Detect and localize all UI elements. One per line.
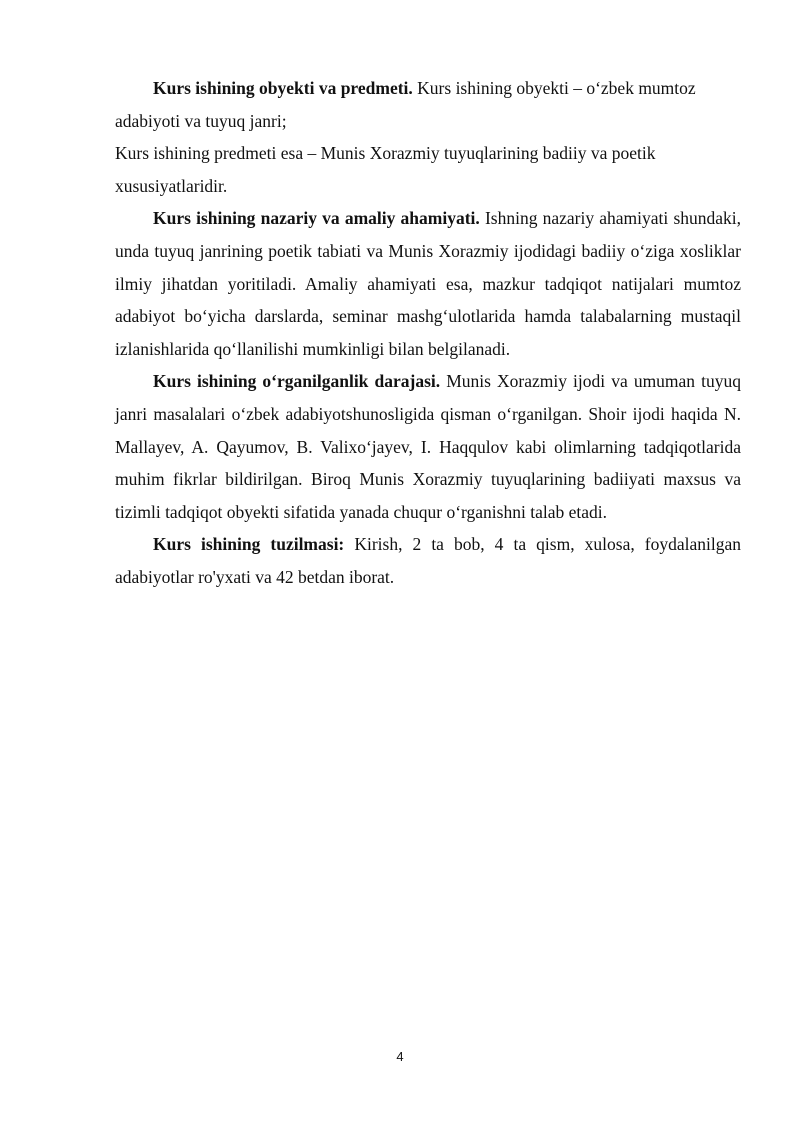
page-body <box>115 72 741 594</box>
page-number: 4 <box>396 1049 404 1064</box>
paragraph-text: Kurs ishining obyekti – o‘zbek mumtoz adabiyoti va tuyuq janri; <box>115 78 696 131</box>
paragraph-object-and-subject <box>115 72 741 137</box>
paragraph-text: Kurs ishining predmeti esa – Munis Xorazmiy tuyuqlarining badiiy va poetik xususiyatlaridir. <box>115 143 656 196</box>
paragraph-significance <box>115 202 741 365</box>
paragraph-research-degree <box>115 365 741 528</box>
paragraph-heading: Kurs ishining o‘rganilganlik darajasi. <box>153 371 441 392</box>
paragraph-text: Kirish, 2 ta bob, 4 ta qism, xulosa, foydalanilgan adabiyotlar ro'yxati va 42 betdan iborat. <box>115 534 741 587</box>
paragraph-structure <box>115 528 741 593</box>
paragraph-text: Ishning nazariy ahamiyati shundaki, unda tuyuq janrining poetik tabiati va Munis Xorazmiy ijodidagi badiiy o‘ziga xosliklar ilmiy jihatdan yoritiladi. Amaliy ahamiyati esa, mazkur tadqiqot natijalari mumtoz adabiyot bo‘yicha darslarda, seminar mashg‘ulotlarida hamda talabalarning mustaqil izlanishlarida qo‘llanilishi mumkinligi bilan belgilanadi. <box>115 208 742 359</box>
paragraph-heading: Kurs ishining obyekti va predmeti. <box>153 78 413 98</box>
paragraph-heading: Kurs ishining nazariy va amaliy ahamiyati. <box>153 208 480 229</box>
paragraph-subject <box>115 137 741 202</box>
paragraph-text: Munis Xorazmiy ijodi va umuman tuyuq janri masalalari o‘zbek adabiyotshunosligida qisman o‘rganilgan. Shoir ijodi haqida N. Mallayev, A. Qayumov, B. Valixo‘jayev, I. Haqqulov kabi olimlarning tadqiqotlarida muhim fikrlar bildirilgan. Biroq Munis Xorazmiy tuyuqlarining badiiyati maxsus va tizimli tadqiqot obyekti sifatida yanada chuqur o‘rganishni talab etadi. <box>115 371 741 522</box>
paragraph-heading: Kurs ishining tuzilmasi: <box>153 534 345 555</box>
